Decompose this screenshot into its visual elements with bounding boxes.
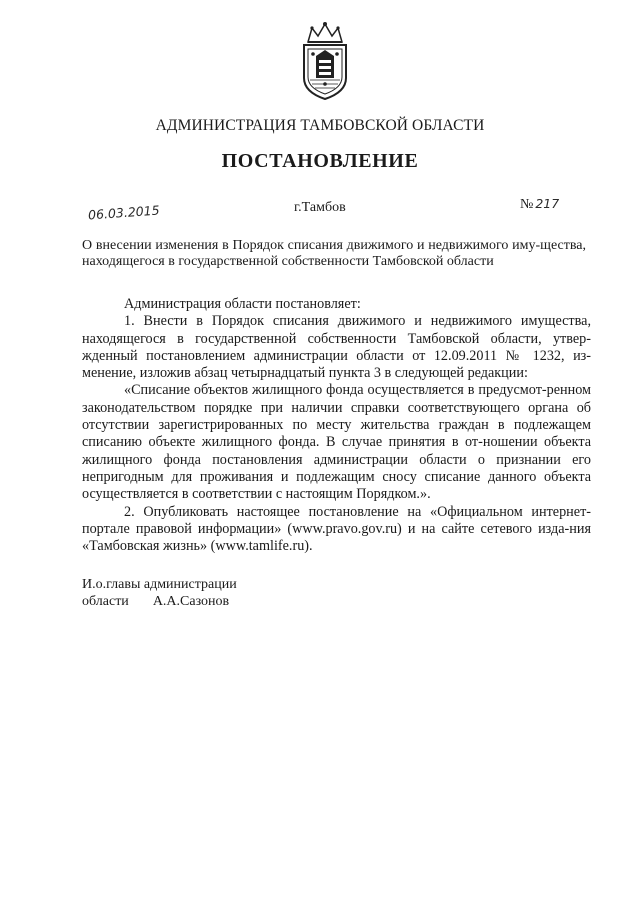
number-value: 217 [535, 196, 560, 211]
body-item-1: 1. Внести в Порядок списания движимого и недвижимого имущества, находящегося в государственной собственности Тамбовской области, утвер-жденный постановлением администрации области от 12.09.2011 № 1232, из-менение, изложив абзац четырнадцатый пункта 3 в следующей редакции: [82, 313, 591, 382]
signature-block [82, 576, 237, 610]
tambov-coat-of-arms-icon [294, 20, 356, 102]
document-body [82, 296, 591, 555]
document-city: г.Тамбов [294, 200, 346, 215]
document-type: ПОСТАНОВЛЕНИЕ [221, 150, 419, 172]
body-item-2: 2. Опубликовать настоящее постановление на «Официальном интернет-портале правовой информации» (www.pravo.gov.ru) и на сайте сетевого изда-ния «Тамбовская жизнь» (www.tamlife.ru). [82, 503, 591, 555]
signer-position-cont: области [82, 594, 129, 609]
signer-name: А.А.Сазонов [152, 594, 230, 609]
signer-position: И.о.главы администрации [82, 577, 237, 592]
body-intro: Администрация области постановляет: [124, 296, 361, 312]
document-subject: О внесении изменения в Порядок списания движимого и недвижимого иму-щества, находящегося в государственной собственности Тамбовской области [82, 238, 586, 269]
document-date: 06.03.2015 [87, 202, 161, 223]
document-number [520, 196, 559, 213]
number-prefix: № [520, 197, 534, 212]
organization-name: АДМИНИСТРАЦИЯ ТАМБОВСКОЙ ОБЛАСТИ [155, 117, 485, 134]
body-quote: «Списание объектов жилищного фонда осуществляется в предусмот-ренном законодательством порядке при наличии справки соответствующего органа об отсутствии зарегистрированных по месту жительства граждан в подлежащем списанию объекте жилищного фонда. В случае принятия в от-ношении объекта жилищного фонда постановления администрации области о признании его непригодным для проживания и подлежащим сносу списание данного объекта осуществляется в соответствии с настоящим Порядком.». [82, 382, 591, 503]
